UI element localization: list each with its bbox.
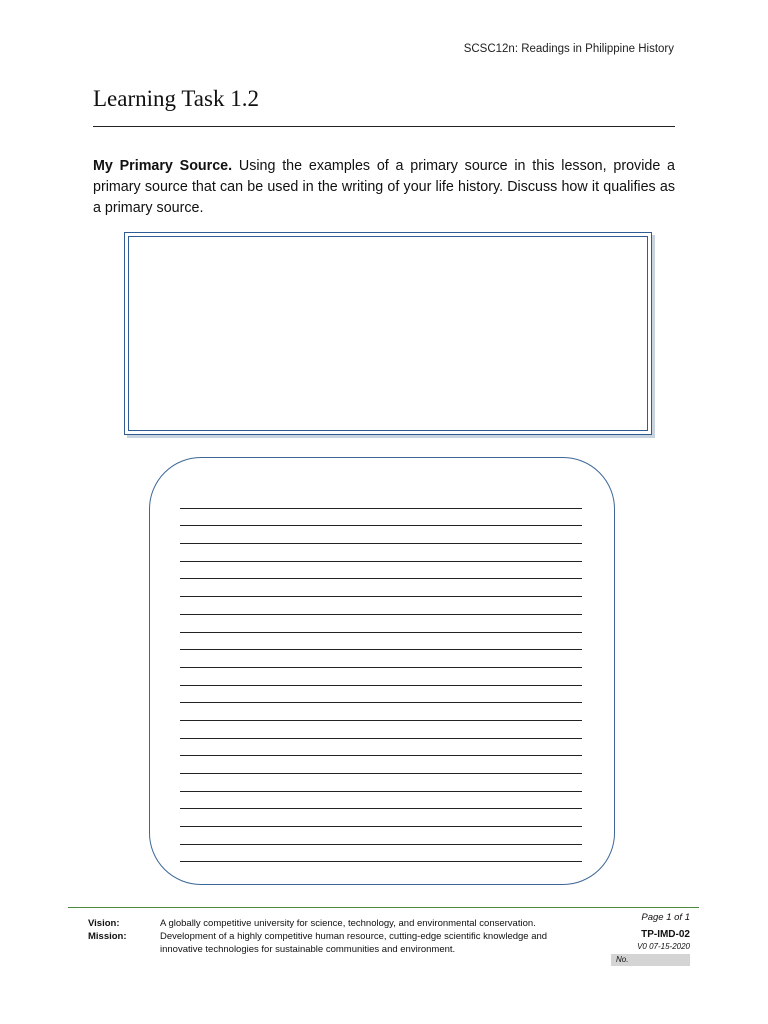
writing-line[interactable] — [180, 774, 582, 792]
writing-line[interactable] — [180, 509, 582, 527]
course-header: SCSC12n: Readings in Philippine History — [463, 43, 674, 55]
writing-line[interactable] — [180, 792, 582, 810]
footer-labels — [88, 917, 127, 943]
writing-line[interactable] — [180, 526, 582, 544]
page-number: Page 1 of 1 — [641, 912, 690, 923]
task-instructions — [93, 156, 675, 219]
document-version: V0 07-15-2020 — [637, 942, 690, 951]
writing-line[interactable] — [180, 668, 582, 686]
primary-source-box[interactable] — [124, 232, 652, 435]
writing-line[interactable] — [180, 597, 582, 615]
document-number-field: No. — [611, 954, 690, 966]
primary-source-box-inner — [128, 236, 648, 431]
document-info — [580, 911, 690, 966]
writing-line[interactable] — [180, 809, 582, 827]
mission-text: Development of a highly competitive human resource, cutting-edge scientific knowledge and innovative technologies for sustainable communities and environment. — [160, 931, 548, 955]
writing-lines[interactable] — [180, 491, 582, 862]
writing-line[interactable] — [180, 703, 582, 721]
writing-line[interactable] — [180, 845, 582, 863]
mission-label: Mission: — [88, 931, 127, 942]
writing-line[interactable] — [180, 686, 582, 704]
writing-line[interactable] — [180, 615, 582, 633]
title-divider — [93, 126, 675, 127]
writing-line[interactable] — [180, 739, 582, 757]
footer-statements — [160, 917, 580, 956]
writing-line[interactable] — [180, 650, 582, 668]
writing-line[interactable] — [180, 579, 582, 597]
writing-line[interactable] — [180, 756, 582, 774]
vision-text: A globally competitive university for science, technology, and environmental conservation. — [160, 918, 536, 929]
instructions-body: Using the examples of a primary source in this lesson, provide a primary source that can be used in the writing of your life history. Discuss how it qualifies as a primary source. — [93, 158, 675, 216]
writing-line[interactable] — [180, 721, 582, 739]
writing-line[interactable] — [180, 827, 582, 845]
document-code: TP-IMD-02 — [641, 929, 690, 940]
footer-divider — [68, 907, 699, 908]
writing-line[interactable] — [180, 633, 582, 651]
writing-line[interactable] — [180, 491, 582, 509]
writing-line[interactable] — [180, 544, 582, 562]
vision-label: Vision: — [88, 918, 120, 929]
instructions-lead: My Primary Source. — [93, 158, 233, 174]
writing-line[interactable] — [180, 562, 582, 580]
page-title: Learning Task 1.2 — [93, 86, 259, 111]
